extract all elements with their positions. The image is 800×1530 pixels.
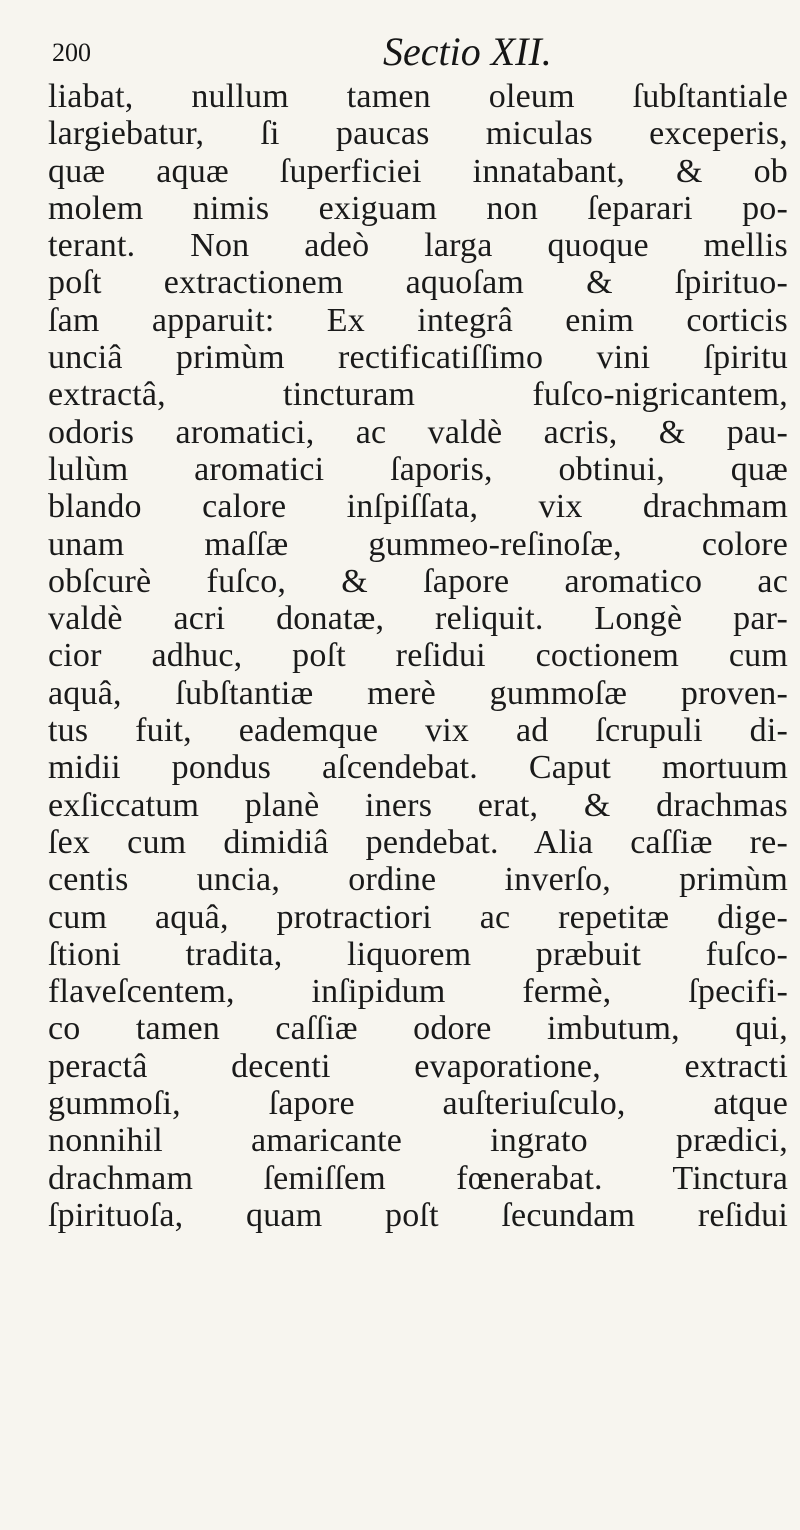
text-line: ſex cum dimidiâ pendebat. Alia caſſiæ re-: [48, 823, 788, 861]
text-line: cior adhuc, poſt reſidui coctionem cum: [48, 637, 788, 675]
text-line: ſam apparuit: Ex integrâ enim corticis: [48, 301, 788, 339]
text-line: tus fuit, eademque vix ad ſcrupuli di-: [48, 712, 788, 750]
page-header: [48, 28, 768, 78]
text-line: extractâ, tincturam fuſco-nigricantem,: [48, 376, 788, 414]
text-line: centis uncia, ordine inverſo, primùm: [48, 861, 788, 899]
text-line: terant. Non adeò larga quoque mellis: [48, 227, 788, 265]
text-line: obſcurè fuſco, & ſapore aromatico ac: [48, 562, 788, 600]
text-line: odoris aromatici, ac valdè acris, & pau-: [48, 413, 788, 451]
text-line: blando calore inſpiſſata, vix drachmam: [48, 488, 788, 526]
text-line: lulùm aromatici ſaporis, obtinui, quæ: [48, 450, 788, 488]
text-line: cum aquâ, protractiori ac repetitæ dige-: [48, 898, 788, 936]
text-line: largiebatur, ſi paucas miculas exceperis,: [48, 115, 788, 153]
text-line: poſt extractionem aquoſam & ſpirituo-: [48, 264, 788, 302]
text-line: valdè acri donatæ, reliquit. Longè par-: [48, 600, 788, 638]
running-head: Sectio XII.: [383, 29, 552, 74]
text-line: peractâ decenti evaporatione, extracti: [48, 1047, 788, 1085]
text-line: unam maſſæ gummeo-reſinoſæ, colore: [48, 525, 788, 563]
text-line: molem nimis exiguam non ſeparari po-: [48, 189, 788, 227]
text-line: co tamen caſſiæ odore imbutum, qui,: [48, 1010, 788, 1048]
text-line: drachmam ſemiſſem fœnerabat. Tinctura: [48, 1159, 788, 1197]
text-line: exſiccatum planè iners erat, & drachmas: [48, 786, 788, 824]
text-line: midii pondus aſcendebat. Caput mortuum: [48, 749, 788, 787]
text-line: flaveſcentem, inſipidum fermè, ſpecifi-: [48, 973, 788, 1011]
body-text: [48, 78, 788, 1234]
page-number: 200: [52, 38, 91, 67]
text-line: quæ aquæ ſuperficiei innatabant, & ob: [48, 152, 788, 190]
text-line: nonnihil amaricante ingrato prædici,: [48, 1122, 788, 1160]
text-line: unciâ primùm rectificatiſſimo vini ſpiritu: [48, 339, 788, 377]
text-line: liabat, nullum tamen oleum ſubſtantiale: [48, 78, 788, 115]
text-line: gummoſi, ſapore auſteriuſculo, atque: [48, 1085, 788, 1123]
text-line: aquâ, ſubſtantiæ merè gummoſæ proven-: [48, 674, 788, 712]
text-line: ſpirituoſa, quam poſt ſecundam reſidui: [48, 1196, 788, 1234]
text-line: ſtioni tradita, liquorem præbuit fuſco-: [48, 935, 788, 973]
